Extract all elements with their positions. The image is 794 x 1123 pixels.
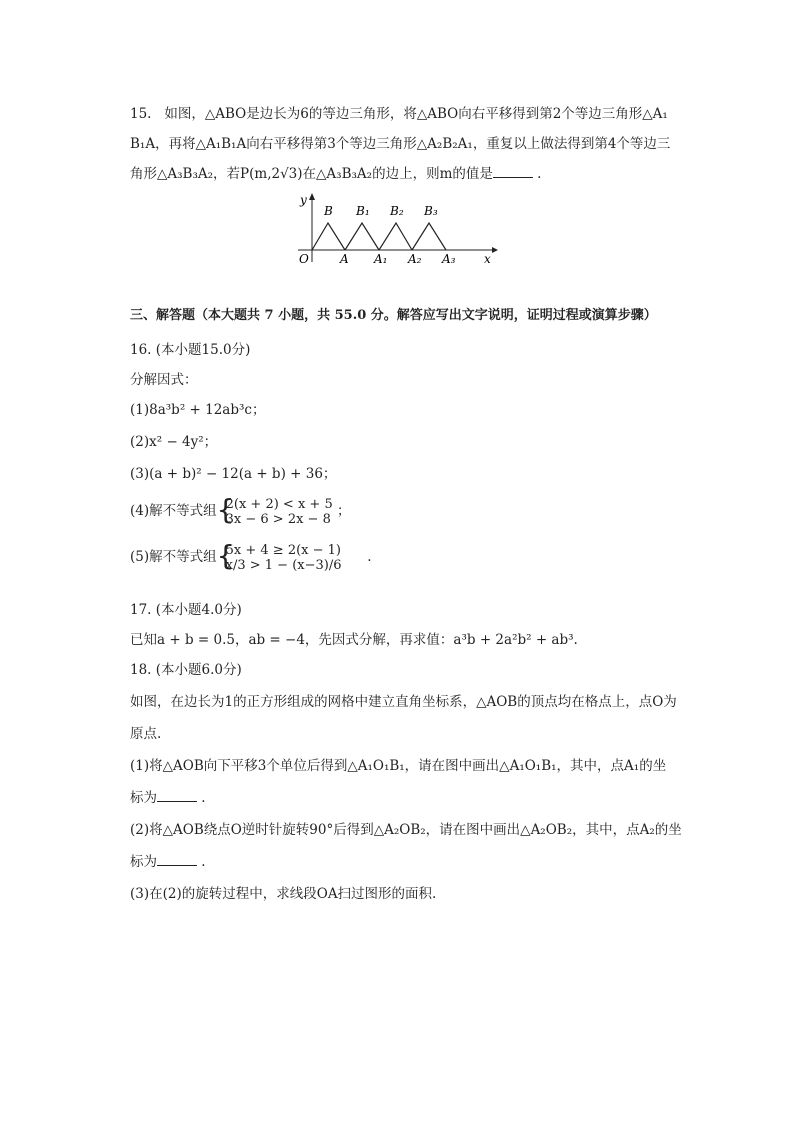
q15-number: 15. bbox=[130, 106, 152, 122]
q17-header: 17. (本小题4.0分) bbox=[130, 602, 242, 618]
label-O: O bbox=[299, 252, 309, 266]
triangle-A3B3A2 bbox=[412, 223, 446, 250]
q17-text: 已知a + b = 0.5，ab = −4，先因式分解，再求值：a³b + 2a²b² + ab³. bbox=[130, 632, 578, 648]
inequality-system-4: { 2(x + 2) < x + 5 3x − 6 > 2x − 8 bbox=[216, 492, 333, 527]
triangle-A2B2A1 bbox=[379, 223, 412, 250]
answer-blank[interactable] bbox=[493, 165, 533, 178]
q18-part2-label: 标为 bbox=[130, 854, 157, 870]
q16-part5: (5)解不等式组 { 5x + 4 ≥ 2(x − 1) x/3 > 1 − (x−3)/6 . bbox=[130, 538, 372, 573]
x-axis-arrow bbox=[492, 247, 498, 253]
y-axis-arrow bbox=[309, 193, 315, 200]
q15-line-3: 角形△A₃B₃A₂，若P(m,2√3)在△A₃B₃A₂的边上，则m的值是 . bbox=[130, 166, 542, 182]
q16-part4-row1: 2(x + 2) < x + 5 bbox=[225, 496, 333, 512]
label-B2: B₂ bbox=[390, 204, 404, 218]
q15-text-line3: 角形△A₃B₃A₂，若P(m,2√3)在△A₃B₃A₂的边上，则m的值是 bbox=[130, 166, 493, 182]
q18-text-line1: 如图，在边长为1的正方形组成的网格中建立直角坐标系，△AOB的顶点均在格点上，点O为 bbox=[130, 694, 677, 710]
q16-part3: (3)(a + b)² − 12(a + b) + 36； bbox=[130, 466, 337, 482]
label-A2: A₂ bbox=[408, 252, 422, 266]
label-B: B bbox=[324, 204, 333, 218]
label-y: y bbox=[300, 193, 307, 207]
triangle-A1B1A bbox=[345, 223, 379, 250]
q15-text-line1: 如图，△ABO是边长为6的等边三角形，将△ABO向右平移得到第2个等边三角形△A₁ bbox=[164, 106, 668, 122]
q18-part1-label: 标为 bbox=[130, 790, 157, 806]
answer-blank-a1[interactable] bbox=[157, 789, 197, 802]
label-x: x bbox=[484, 252, 491, 266]
q16-part4: (4)解不等式组 { 2(x + 2) < x + 5 3x − 6 > 2x − 8 ； bbox=[130, 492, 351, 527]
inequality-system-5: { 5x + 4 ≥ 2(x − 1) x/3 > 1 − (x−3)/6 bbox=[216, 538, 342, 573]
q18-part2-line2: 标为 . bbox=[130, 854, 206, 870]
triangle-ABO bbox=[312, 223, 345, 250]
q16-header: 16. (本小题15.0分) bbox=[130, 342, 251, 358]
q18-part3: (3)在(2)的旋转过程中，求线段OA扫过图形的面积. bbox=[130, 886, 437, 902]
q16-part4-label: (4)解不等式组 bbox=[130, 503, 217, 519]
q18-text-line2: 原点. bbox=[130, 726, 162, 742]
q18-part2-line1: (2)将△AOB绕点O逆时针旋转90°后得到△A₂OB₂，请在图中画出△A₂OB₂，其中，点A₂的坐 bbox=[130, 822, 682, 838]
q18-part1-line1: (1)将△AOB向下平移3个单位后得到△A₁O₁B₁，请在图中画出△A₁O₁B₁，其中，点A₁的坐 bbox=[130, 758, 667, 774]
label-B3: B₃ bbox=[424, 204, 438, 218]
q16-part4-row2: 3x − 6 > 2x − 8 bbox=[225, 511, 331, 527]
q16-part2: (2)x² − 4y²； bbox=[130, 434, 218, 450]
q16-part5-row2: x/3 > 1 − (x−3)/6 bbox=[225, 557, 342, 573]
label-B1: B₁ bbox=[356, 204, 370, 218]
q15-line-2 bbox=[130, 134, 670, 154]
q15-text-line2: B₁A，再将△A₁B₁A向右平移得第3个等边三角形△A₂B₂A₁，重复以上做法得到第4个等边三 bbox=[130, 136, 671, 152]
q18-header: 18. (本小题6.0分) bbox=[130, 662, 242, 678]
q16-part1: (1)8a³b² + 12ab³c； bbox=[130, 402, 266, 418]
label-A1: A₁ bbox=[374, 252, 388, 266]
q16-part5-label: (5)解不等式组 bbox=[130, 549, 217, 565]
label-A3: A₃ bbox=[442, 252, 456, 266]
answer-blank-a2[interactable] bbox=[157, 853, 197, 866]
q16-intro: 分解因式： bbox=[130, 372, 198, 388]
q15-line-1 bbox=[130, 104, 668, 124]
q18-part1-line2: 标为 . bbox=[130, 790, 206, 806]
q16-part5-row1: 5x + 4 ≥ 2(x − 1) bbox=[225, 542, 341, 558]
label-A: A bbox=[340, 252, 349, 266]
section-heading: 三、解答题（本大题共 7 小题，共 55.0 分。解答应写出文字说明，证明过程或演算步骤） bbox=[130, 308, 657, 323]
q15-figure bbox=[290, 190, 520, 268]
